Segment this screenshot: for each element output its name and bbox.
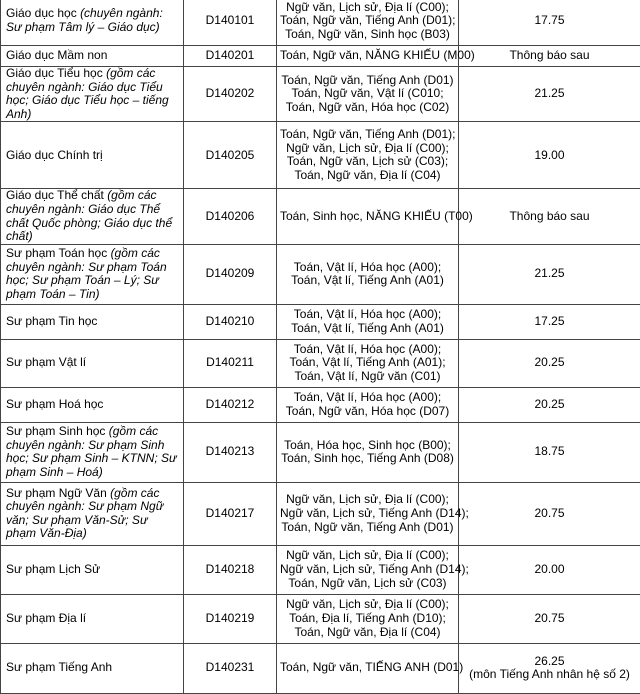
major-code: D140211: [184, 339, 277, 387]
major-code: D140206: [184, 189, 277, 244]
admission-score-cell: [459, 643, 640, 693]
subject-combination: Ngữ văn, Lịch sử, Địa lí (C00);: [280, 1, 455, 15]
major-code: D140217: [184, 482, 277, 545]
admission-score: 17.25: [462, 315, 637, 329]
admission-score-cell: [459, 122, 640, 189]
subject-combination: Toán, Ngữ văn, Tiếng Anh (D01): [280, 521, 455, 535]
subject-combination: Toán, Vật lí, Tiếng Anh (A01): [280, 322, 455, 336]
subject-combination: Toán, Vật lí, Tiếng Anh (A01): [280, 274, 455, 288]
admission-score-cell: [459, 482, 640, 545]
major-name: Sư phạm Tin học: [6, 314, 97, 328]
admission-score-cell: [459, 387, 640, 422]
major-name-cell: [1, 304, 184, 339]
admission-score-cell: [459, 594, 640, 643]
subject-combination: Toán, Ngữ văn, NĂNG KHIẾU (M00): [280, 49, 455, 63]
subject-combinations-cell: [277, 304, 459, 339]
admission-score: Thông báo sau: [462, 49, 637, 63]
subject-combination: Toán, Vật lí, Ngữ văn (C01): [280, 370, 455, 384]
admission-score-cell: [459, 304, 640, 339]
major-name-cell: [1, 387, 184, 422]
admission-score-cell: [459, 339, 640, 387]
major-code: D140205: [184, 122, 277, 189]
major-name-cell: [1, 482, 184, 545]
subject-combinations-cell: [277, 122, 459, 189]
admission-score-cell: [459, 0, 640, 46]
table-row: [1, 189, 640, 244]
major-code: D140231: [184, 643, 277, 693]
subject-combination: Ngữ văn, Lịch sử, Địa lí (C00);: [280, 549, 455, 563]
table-row: [1, 643, 640, 693]
table-row: [1, 0, 640, 46]
subject-combination: Toán, Ngữ văn, Lịch sử (C03);: [280, 155, 455, 169]
major-specializations: (gồm các chuyên ngành: Sư phạm Sinh học; Sư phạm Sinh – KTNN; Sư phạm Sinh – Hoá): [6, 424, 177, 479]
table-row: [1, 339, 640, 387]
subject-combination: Toán, Sinh học, Tiếng Anh (D08): [280, 452, 455, 466]
table-row: [1, 545, 640, 594]
major-name: Giáo dục Thể chất: [6, 188, 104, 202]
subject-combination: Toán, Ngữ văn, Tiếng Anh (D01): [280, 74, 455, 88]
major-name: Sư phạm Ngữ Văn: [6, 486, 107, 500]
major-name-cell: [1, 422, 184, 482]
subject-combination: Toán, Ngữ văn, Địa lí (C04): [280, 626, 455, 640]
subject-combinations-cell: [277, 244, 459, 304]
table-row: [1, 244, 640, 304]
subject-combination: Ngữ văn, Lịch sử, Tiếng Anh (D14);: [280, 507, 455, 521]
table-row: [1, 46, 640, 67]
table-body: [1, 0, 640, 693]
admission-score: 21.25: [462, 267, 637, 281]
table-row: [1, 422, 640, 482]
subject-combination: Ngữ văn, Lịch sử, Địa lí (C00);: [280, 142, 455, 156]
subject-combinations-cell: [277, 67, 459, 122]
major-code: D140201: [184, 46, 277, 67]
major-specializations: (gồm các chuyên ngành: Sư phạm Ngữ văn; Sư phạm Văn-Sử; Sư phạm Văn-Địa): [6, 486, 163, 541]
major-specializations: (gồm các chuyên ngành: Giáo dục Thể chất Quốc phòng; Giáo dục thể chất): [6, 188, 172, 243]
subject-combination: Toán, Vật lí, Hóa học (A00);: [280, 391, 455, 405]
major-name-cell: [1, 244, 184, 304]
major-name: Sư phạm Hoá học: [6, 397, 103, 411]
admission-score: 20.25: [462, 356, 637, 370]
major-name-cell: [1, 643, 184, 693]
subject-combinations-cell: [277, 0, 459, 46]
major-name: Sư phạm Vật lí: [6, 355, 86, 369]
admission-score-cell: [459, 67, 640, 122]
admission-score-cell: [459, 545, 640, 594]
major-code: D140218: [184, 545, 277, 594]
table-row: [1, 122, 640, 189]
admission-score: 21.25: [462, 87, 637, 101]
major-name-cell: [1, 67, 184, 122]
admission-score: 20.75: [462, 507, 637, 521]
table-row: [1, 387, 640, 422]
major-code: D140202: [184, 67, 277, 122]
subject-combinations-cell: [277, 339, 459, 387]
admission-score: 20.00: [462, 563, 637, 577]
subject-combination: Toán, Ngữ văn, Hóa học (C02): [280, 101, 455, 115]
major-name: Sư phạm Địa lí: [6, 611, 86, 625]
subject-combination: Ngữ văn, Lịch sử, Tiếng Anh (D14);: [280, 563, 455, 577]
subject-combinations-cell: [277, 189, 459, 244]
major-name-cell: [1, 339, 184, 387]
major-code: D140209: [184, 244, 277, 304]
subject-combination: Toán, Địa lí, Tiếng Anh (D10);: [280, 612, 455, 626]
major-code: D140212: [184, 387, 277, 422]
subject-combination: Toán, Vật lí, Hóa học (A00);: [280, 261, 455, 275]
major-name-cell: [1, 594, 184, 643]
table-row: [1, 304, 640, 339]
major-name: Sư phạm Tiếng Anh: [6, 660, 112, 674]
major-code: D140213: [184, 422, 277, 482]
subject-combination: Toán, Vật lí, Hóa học (A00);: [280, 343, 455, 357]
table-row: [1, 594, 640, 643]
subject-combination: Toán, Ngữ văn, Hóa học (D07): [280, 405, 455, 419]
subject-combination: Toán, Ngữ văn, Sinh học (B03): [280, 28, 455, 42]
major-name: Sư phạm Toán học: [6, 246, 107, 260]
subject-combination: Toán, Vật lí, Tiếng Anh (A01);: [280, 356, 455, 370]
admission-score: Thông báo sau: [462, 210, 637, 224]
admission-score: 19.00: [462, 149, 637, 163]
major-code: D140219: [184, 594, 277, 643]
major-name-cell: [1, 189, 184, 244]
major-name: Giáo dục Mầm non: [6, 48, 107, 62]
major-name: Giáo dục học: [6, 6, 77, 20]
subject-combination: Toán, Hóa học, Sinh học (B00);: [280, 439, 455, 453]
table-row: [1, 67, 640, 122]
admission-score: 20.25: [462, 398, 637, 412]
major-specializations: (gồm các chuyên ngành: Sư phạm Toán học; Sư phạm Toán – Lý; Sư phạm Toán – Tin): [6, 246, 167, 301]
major-specializations: (gồm các chuyên ngành: Giáo dục Tiểu học; Giáo dục Tiểu học – tiếng Anh): [6, 66, 169, 121]
subject-combination: Toán, Ngữ văn, TIẾNG ANH (D01): [280, 661, 455, 675]
major-name-cell: [1, 0, 184, 46]
admission-score: 18.75: [462, 445, 637, 459]
major-code: D140101: [184, 0, 277, 46]
subject-combination: Toán, Sinh học, NĂNG KHIẾU (T00): [280, 210, 455, 224]
major-name: Sư phạm Sinh học: [6, 424, 105, 438]
major-name: Giáo dục Chính trị: [6, 148, 103, 162]
admission-score: 20.75: [462, 612, 637, 626]
major-name-cell: [1, 46, 184, 67]
major-name-cell: [1, 122, 184, 189]
admission-score-cell: [459, 189, 640, 244]
admission-score: 17.75: [462, 14, 637, 28]
subject-combinations-cell: [277, 482, 459, 545]
subject-combinations-cell: [277, 643, 459, 693]
subject-combinations-cell: [277, 46, 459, 67]
major-specializations: (chuyên ngành: Sư phạm Tâm lý – Giáo dục): [6, 6, 163, 34]
admission-score-cell: [459, 46, 640, 67]
subject-combinations-cell: [277, 594, 459, 643]
major-name: Sư phạm Lịch Sử: [6, 562, 100, 576]
admission-score: 26.25: [462, 655, 637, 669]
subject-combination: Toán, Ngữ văn, Địa lí (C04): [280, 169, 455, 183]
major-name: Giáo dục Tiểu học: [6, 66, 103, 80]
score-note: (môn Tiếng Anh nhân hệ số 2): [462, 668, 637, 682]
subject-combinations-cell: [277, 545, 459, 594]
subject-combination: Toán, Ngữ văn, Vật lí (C010;: [280, 87, 455, 101]
table-row: [1, 482, 640, 545]
admission-score-cell: [459, 422, 640, 482]
subject-combination: Toán, Vật lí, Hóa học (A00);: [280, 308, 455, 322]
subject-combination: Ngữ văn, Lịch sử, Địa lí (C00);: [280, 598, 455, 612]
subject-combination: Toán, Ngữ văn, Tiếng Anh (D01);: [280, 14, 455, 28]
major-code: D140210: [184, 304, 277, 339]
admission-score-cell: [459, 244, 640, 304]
subject-combination: Ngữ văn, Lịch sử, Địa lí (C00);: [280, 493, 455, 507]
subject-combination: Toán, Ngữ văn, Tiếng Anh (D01);: [280, 128, 455, 142]
subject-combinations-cell: [277, 387, 459, 422]
subject-combinations-cell: [277, 422, 459, 482]
subject-combination: Toán, Ngữ văn, Lịch sử (C03): [280, 577, 455, 591]
major-name-cell: [1, 545, 184, 594]
